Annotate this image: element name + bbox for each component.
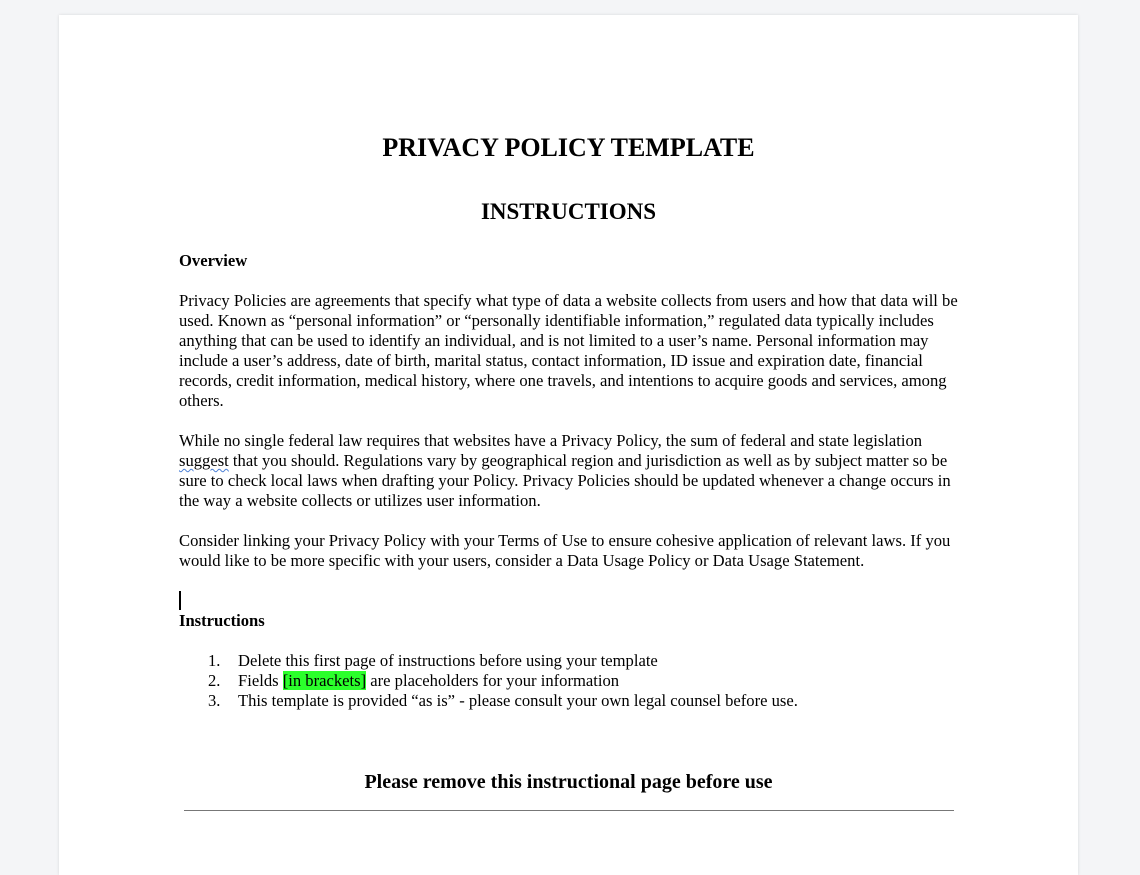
spellcheck-flagged-word[interactable]: suggest <box>179 451 229 470</box>
highlighted-placeholder: [in brackets] <box>282 671 367 690</box>
list-number: 1. <box>208 651 221 670</box>
paragraph-federal-law <box>179 431 959 511</box>
instructions-list <box>179 651 959 711</box>
document-page[interactable] <box>59 15 1078 875</box>
instructions-title: INSTRUCTIONS <box>480 199 657 224</box>
list-item <box>179 691 959 711</box>
list-number: 3. <box>208 691 221 710</box>
removal-notice: Please remove this instructional page before use <box>364 771 773 793</box>
list-number: 2. <box>208 671 221 690</box>
list-item-text: are placeholders for your information <box>366 671 620 690</box>
paragraph-privacy-definition: Privacy Policies are agreements that specify what type of data a website collects from users and how that data will be used. Known as “personal information” or “personally identifiable information,” regulated data typically includes anything that can be used to identify an individual, and is not limited to a user’s name. Personal information may include a user’s address, date of birth, marital status, contact information, ID issue and expiration date, financial records, credit information, medical history, where one travels, and intentions to acquire goods and services, among others. <box>179 291 958 410</box>
list-item-text: This template is provided “as is” - please consult your own legal counsel before use. <box>238 691 798 710</box>
overview-heading: Overview <box>179 251 248 270</box>
list-item-text: Delete this first page of instructions before using your template <box>238 651 658 670</box>
paragraph-text: that you should. Regulations vary by geographical region and jurisdiction as well as by subject matter so be sure to check local laws when drafting your Policy. Privacy Policies should be updated whenever a change occurs in the way a website collects or utilizes user information. <box>179 451 951 510</box>
list-item <box>179 671 959 691</box>
divider-line <box>184 810 954 811</box>
document-title: PRIVACY POLICY TEMPLATE <box>382 133 755 162</box>
instructions-heading: Instructions <box>179 611 265 630</box>
paragraph-terms-of-use: Consider linking your Privacy Policy with your Terms of Use to ensure cohesive application of relevant laws. If you would like to be more specific with your users, consider a Data Usage Policy or Data Usage Statement. <box>179 531 951 570</box>
list-item <box>179 651 959 671</box>
list-item-text: Fields <box>238 671 283 690</box>
text-cursor <box>179 591 181 610</box>
paragraph-text: While no single federal law requires that websites have a Privacy Policy, the sum of federal and state legislation <box>179 431 923 450</box>
